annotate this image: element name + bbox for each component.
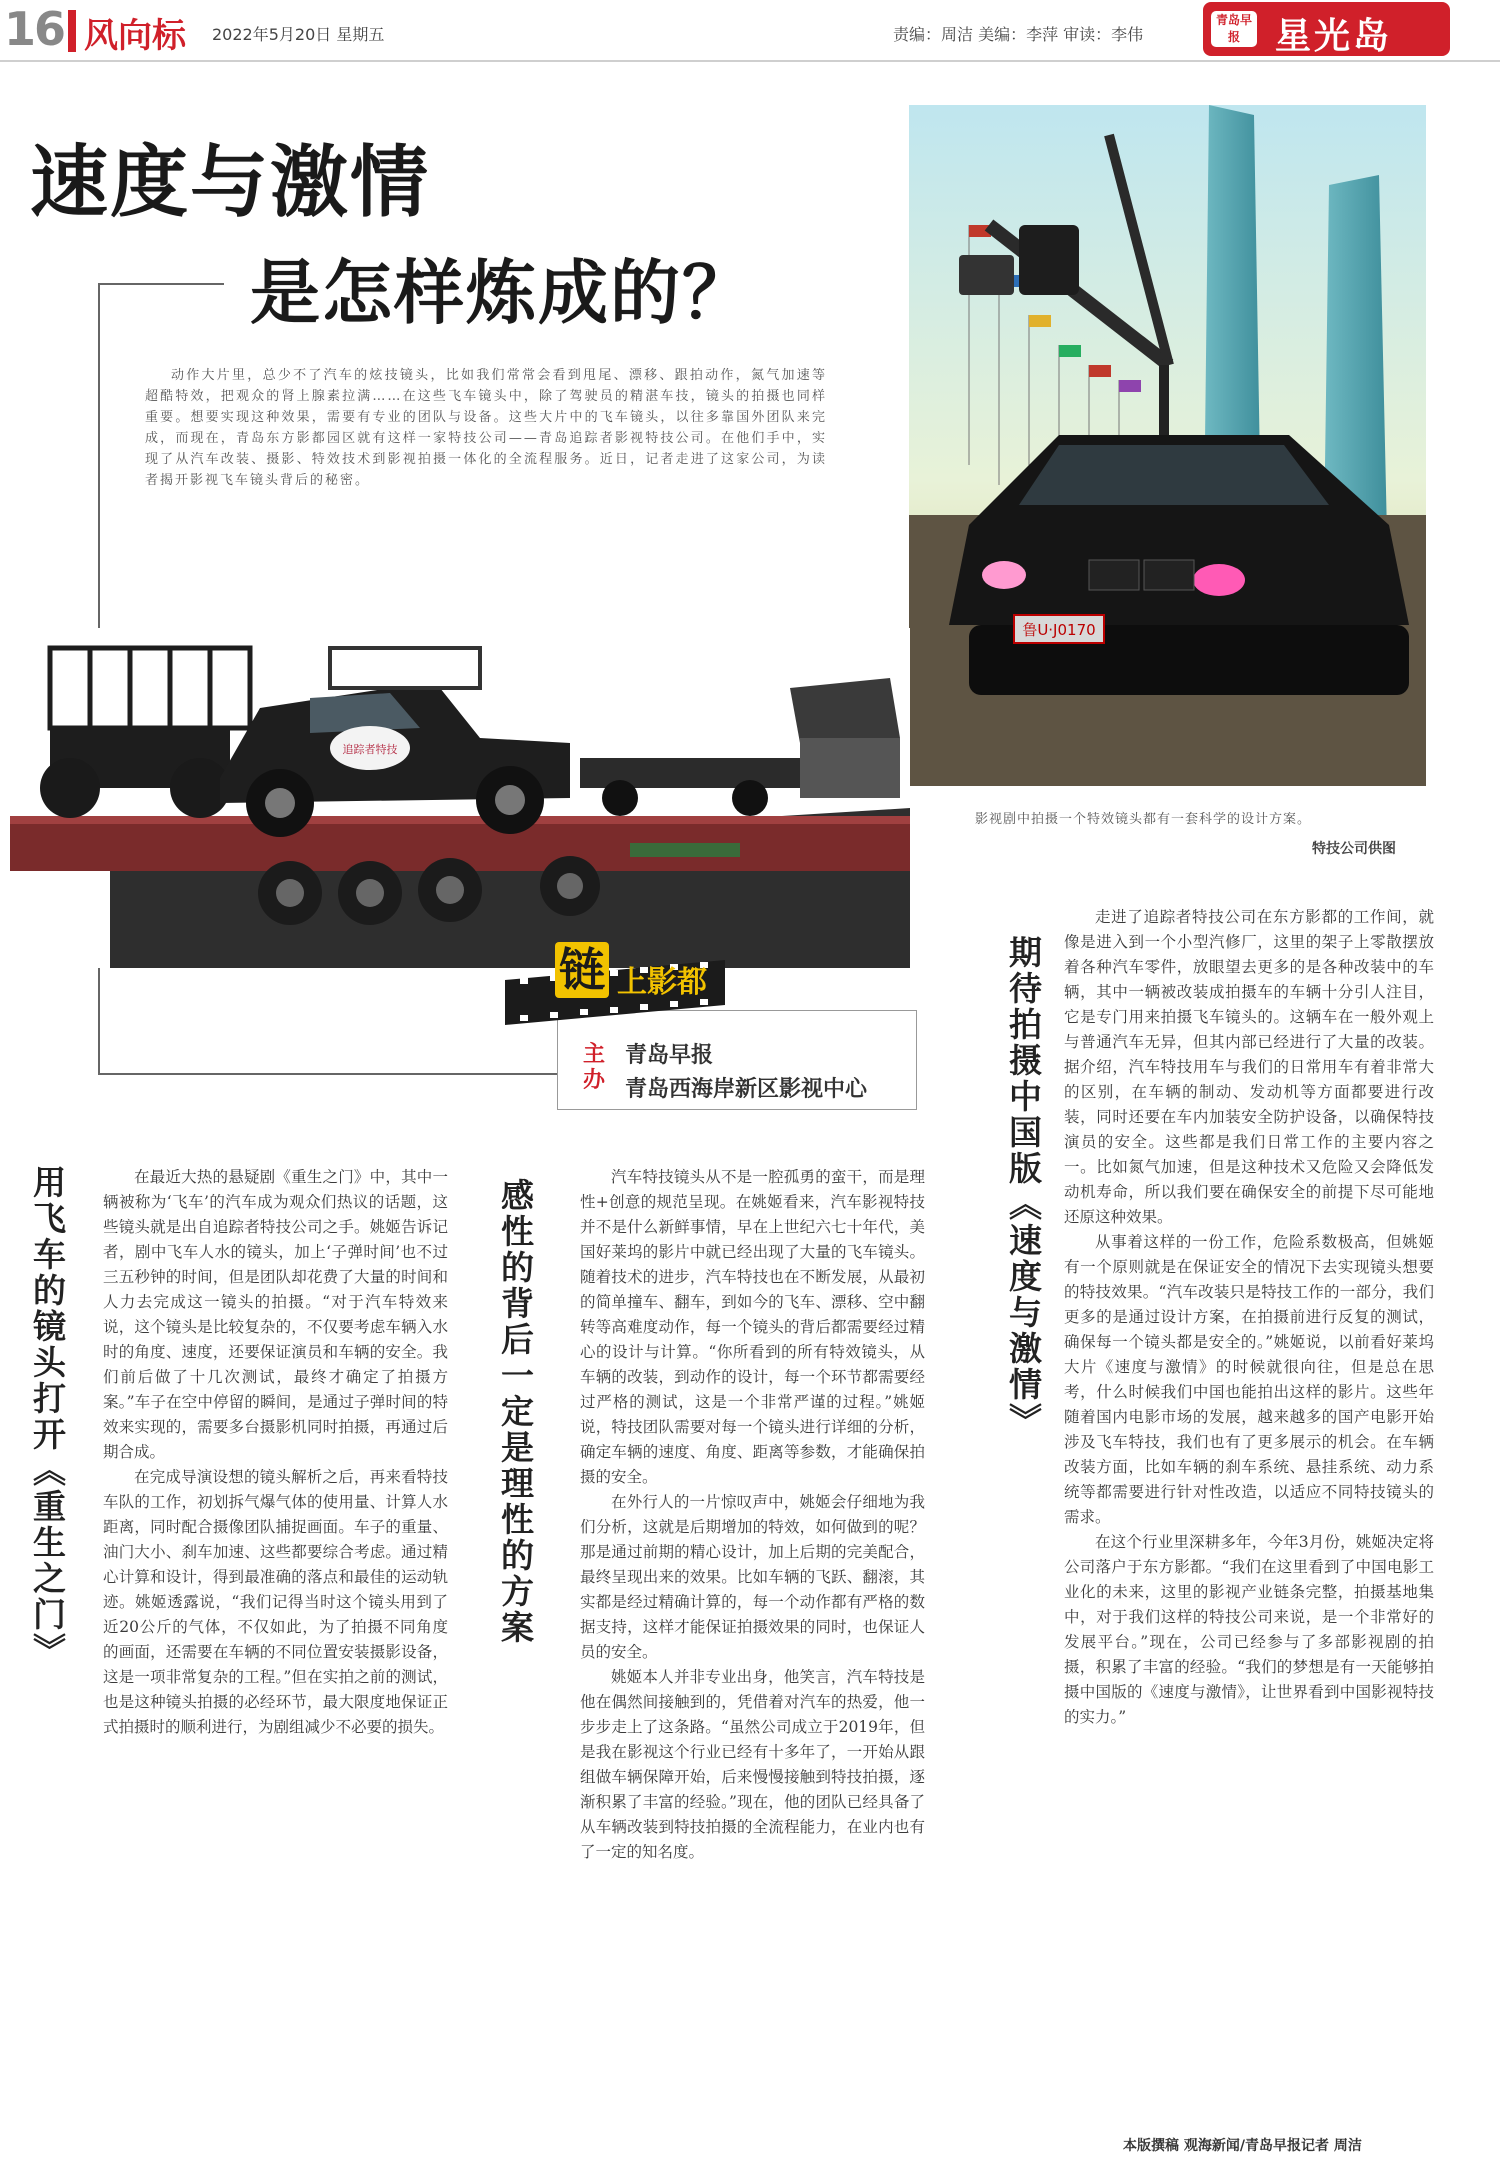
headline-line-1: 速度与激情: [30, 137, 431, 228]
frame-rule: [98, 1073, 558, 1075]
transport-truck-illustration: [10, 628, 910, 968]
section-name: 风向标: [84, 16, 186, 56]
subheading-left: 用飞车的镜头打开《重生之门》: [28, 1165, 67, 1669]
camera-car-illustration: [909, 105, 1426, 786]
camera-car-photo: [909, 105, 1426, 786]
paragraph: 在完成导演设想的镜头解析之后，再来看特技车队的工作，初划拆气爆气体的使用量、计算人水距离，同时配合摄像团队捕捉画面。车子的重量、油门大小、刹车加速、这些都要综合考虑。通过精心计算和设计，得到最准确的落点和最佳的运动轨迹。姚姬透露说，“我们记得当时这个镜头用到了近20公斤的气体，不仅如此，为了拍摄不同角度的画面，还需要在车辆的不同位置安装摄影设备，这是一项非常复杂的工程。”但在实拍之前的测试，也是这种镜头拍摄的必经环节，最大限度地保证正式拍摄时的顺利进行，为剧组减少不必要的损失。: [103, 1468, 448, 1736]
license-plate: 鲁U·J0170: [1022, 621, 1096, 639]
article-column-left: [103, 1165, 448, 2150]
subheading-mid: 感性的背后一定是理性的方案: [496, 1178, 535, 1646]
page-header: [0, 0, 1500, 62]
frame-rule: [98, 283, 224, 285]
paragraph: 从事着这样的一份工作，危险系数极高，但姚姬有一个原则就是在保证安全的情况下去实现镜头想要的特技效果。“汽车改装只是特技工作的一部分，我们更多的是通过设计方案，在拍摄前进行反复的测试，确保每一个镜头都是安全的。”姚姬说，以前看好莱坞大片《速度与激情》的时候就很向往，但是总在思考，什么时候我们中国也能拍出这样的影片。这些年随着国内电影市场的发展，越来越多的国产电影开始涉及飞车特技，我们也有了更多展示的机会。在车辆改装方面，比如车辆的刹车系统、悬挂系统、动力系统等都需要进行针对性改造，以适应不同特技镜头的需求。: [1064, 1233, 1434, 1526]
intro-paragraph: 动作大片里，总少不了汽车的炫技镜头，比如我们常常会看到甩尾、漂移、跟拍动作，氮气加速等超酷特效，把观众的肾上腺素拉满……在这些飞车镜头中，除了驾驶员的精湛车技，镜头的拍摄也同样重要。想要实现这种效果，需要有专业的团队与设备。这些大片中的飞车镜头，以往多靠国外团队来完成，而现在，青岛东方影都园区就有这样一家特技公司——青岛追踪者影视特技公司。在他们手中，实现了从汽车改装、摄影、特效技术到影视拍摄一体化的全流程服务。近日，记者走进了这家公司，为读者揭开影视飞车镜头背后的秘密。: [145, 368, 827, 488]
column-logo-text: 上影都: [617, 965, 707, 1000]
paragraph: 汽车特技镜头从不是一腔孤勇的蛮干，而是理性+创意的规范呈现。在姚姬看来，汽车影视特技并不是什么新鲜事情，早在上世纪六七十年代，美国好莱坞的影片中就已经出现了大量的飞车镜头。随着技术的进步，汽车特技也在不断发展，从最初的简单撞车、翻车，到如今的飞车、漂移、空中翻转等高难度动作，每一个镜头的背后都需要经过精心的设计与计算。“你所看到的所有特效镜头，从车辆的改装，到动作的设计，每一个环节都需要经过严格的测试，这是一个非常严谨的过程。”姚姬说，特技团队需要对每一个镜头进行详细的分析，确定车辆的速度、角度、距离等参数，才能确保拍摄的安全。: [580, 1168, 925, 1486]
host-label: 主办: [583, 1042, 606, 1093]
date-text: 2022年5月20日: [212, 25, 332, 44]
host-org-1: 青岛早报: [625, 1043, 714, 1068]
paragraph: 姚姬本人并非专业出身，他笑言，汽车特技是他在偶然间接触到的，凭借着对汽车的热爱，他一步步走上了这条路。“虽然公司成立于2019年，但是我在影视这个行业已经有十多年了，一开始从跟组做车辆保障开始，后来慢慢接触到特技拍摄，逐渐积累了丰富的经验。”现在，他的团队已经具备了从车辆改装到特技拍摄的全流程能力，在业内也有了一定的知名度。: [580, 1668, 925, 1861]
paragraph: 走进了追踪者特技公司在东方影都的工作间，就像是进入到一个小型汽修厂，这里的架子上零散摆放着各种汽车零件，放眼望去更多的是各种改装中的车辆，其中一辆被改装成拍摄车的车辆十分引人注目，它是专门用来拍摄飞车镜头的。这辆车在一般外观上与普通汽车无异，但其内部已经进行了大量的改装。据介绍，汽车特技用车与我们的日常用车有着非常大的区别，在车辆的制动、发动机等方面都要进行改装，同时还要在车内加装安全防护设备，以确保特技演员的安全。这些都是我们日常工作的主要内容之一。比如氮气加速，但是这种技术又危险又会降低发动机寿命，所以我们要在确保安全的前提下尽可能地还原这种效果。: [1064, 908, 1434, 1226]
photo-caption: 影视剧中拍摄一个特效镜头都有一套科学的设计方案。: [975, 812, 1312, 827]
transport-truck-photo: [10, 628, 910, 968]
paragraph: 在最近大热的悬疑剧《重生之门》中，其中一辆被称为‘飞车’的汽车成为观众们热议的话题，这些镜头就是出自追踪者特技公司之手。姚姬告诉记者，剧中飞车人水的镜头，加上‘子弹时间’也不过三五秒钟的时间，但是团队却花费了大量的时间和人力去完成这一镜头的拍摄。“对于汽车特效来说，这个镜头是比较复杂的，不仅要考虑车辆入水时的角度、速度，还要保证演员和车辆的安全。我们前后做了十几次测试，最终才确定了拍摄方案。”车子在空中停留的瞬间，是通过子弹时间的特效来实现的，需要多台摄影机同时拍摄，再通过后期合成。: [103, 1168, 448, 1461]
paragraph: 在这个行业里深耕多年，今年3月份，姚姬决定将公司落户于东方影都。“我们在这里看到了中国电影工业化的未来，这里的影视产业链条完整，拍摄基地集中，对于我们这样的特技公司来说，是一个非常好的发展平台。”现在，公司已经参与了多部影视剧的拍摄，积累了丰富的经验。“我们的梦想是有一天能够拍摄中国版的《速度与激情》，让世界看到中国影视特技的实力。”: [1064, 1533, 1434, 1726]
host-org-2: 青岛西海岸新区影视中心: [625, 1077, 868, 1102]
subheading-right: 期待拍摄中国版《速度与激情》: [1004, 935, 1043, 1439]
page-number: 16: [4, 2, 65, 56]
issue-date: [212, 22, 384, 45]
editor-credits: 责编：周洁 美编：李萍 审读：李伟: [893, 25, 1144, 44]
headline-line-2: 是怎样炼成的？: [250, 251, 754, 334]
photo-credit: 特技公司供图: [1312, 841, 1396, 857]
column-brand-name: 星光岛: [1275, 15, 1393, 57]
article-column-right: [1064, 905, 1434, 2127]
column-brand: [1203, 2, 1450, 56]
article-byline: 本版撰稿 观海新闻/青岛早报记者 周洁: [1123, 2138, 1362, 2154]
truck-logo-text: 追踪者特技: [342, 743, 398, 756]
article-column-middle: [580, 1165, 925, 2150]
section-marker: [68, 10, 76, 52]
newspaper-logo: 青岛早报: [1211, 11, 1257, 47]
column-logo-char: 链: [555, 942, 609, 998]
paragraph: 在外行人的一片惊叹声中，姚姬会仔细地为我们分析，这就是后期增加的特效，如何做到的呢？那是通过前期的精心设计，加上后期的完美配合，最终呈现出来的效果。比如车辆的飞跃、翻滚，其实都是经过精确计算的，每一个动作都有严格的数据支持，这样才能保证拍摄效果的同时，也保证人员的安全。: [580, 1493, 925, 1661]
weekday-text: 星期五: [336, 25, 385, 44]
